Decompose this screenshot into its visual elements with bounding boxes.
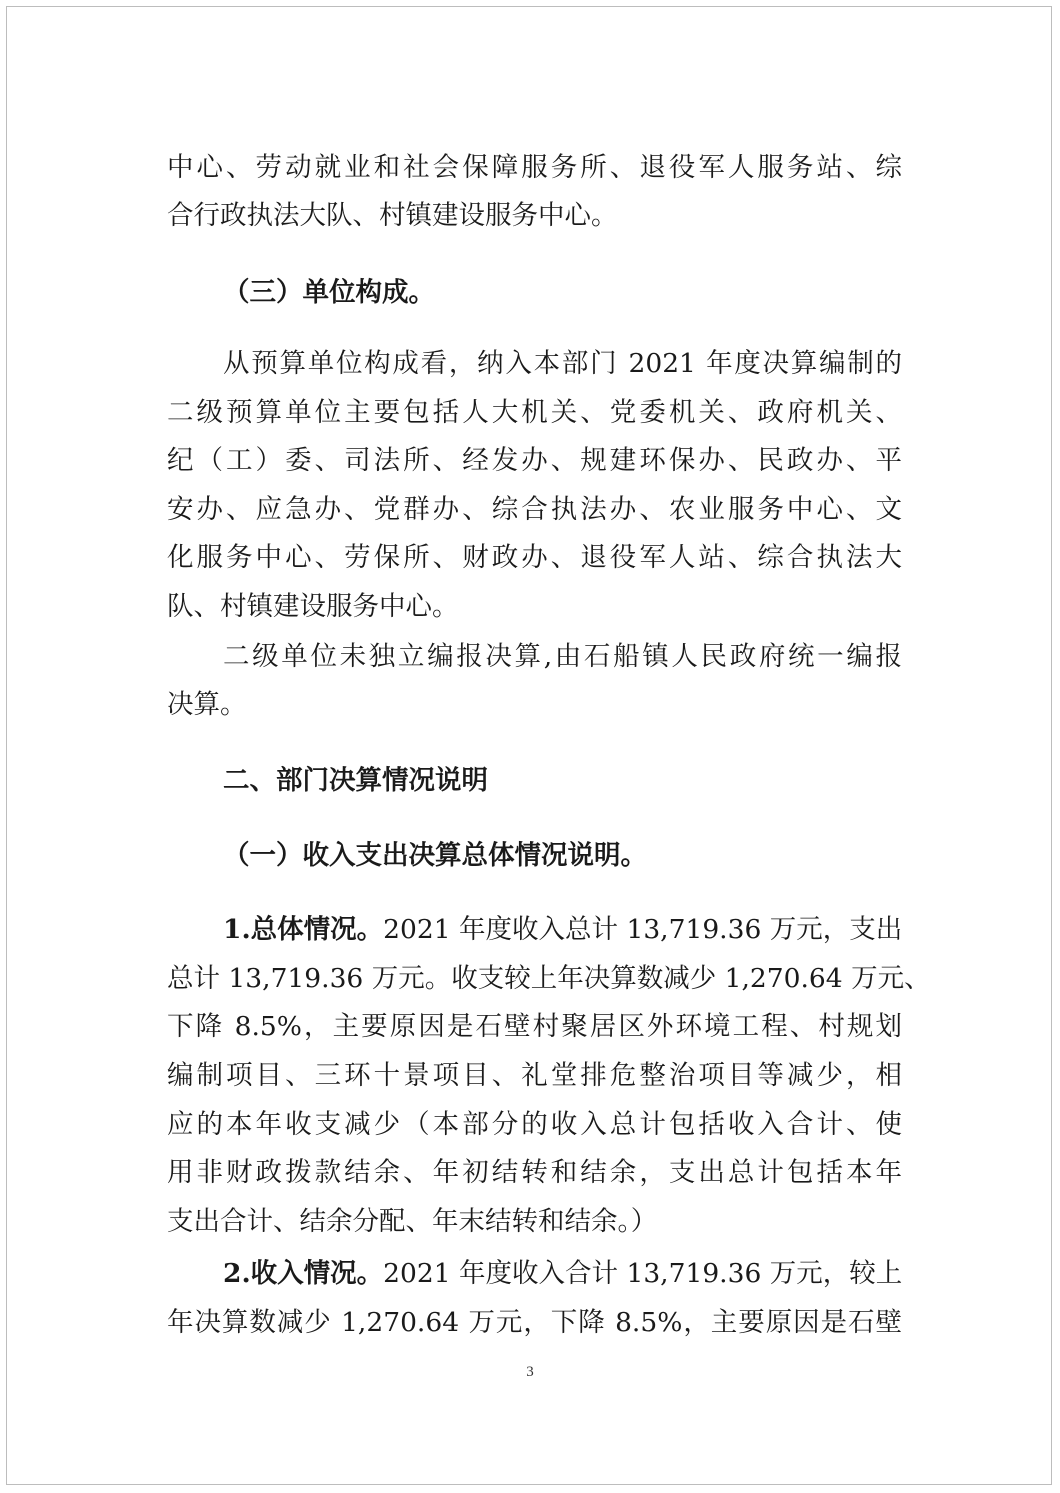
paragraph-line: 从预算单位构成看，纳入本部门 2021 年度决算编制的 xyxy=(223,348,902,379)
paragraph-lead-overall: 1.总体情况。 xyxy=(223,914,384,945)
document-page xyxy=(6,6,1052,1485)
paragraph-line: 应的本年收支减少（本部分的收入总计包括收入合计、使 xyxy=(167,1109,902,1140)
paragraph-line: 二级单位未独立编报决算,由石船镇人民政府统一编报 xyxy=(223,641,902,672)
paragraph-line: 编制项目、三环十景项目、礼堂排危整治项目等减少，相 xyxy=(167,1060,902,1091)
paragraph-text: 2021 年度收入合计 13,719.36 万元，较上 xyxy=(383,1258,903,1289)
paragraph-line: 队、村镇建设服务中心。 xyxy=(167,591,459,622)
paragraph-line-income xyxy=(223,1257,902,1291)
paragraph-line: 化服务中心、劳保所、财政办、退役军人站、综合执法大 xyxy=(167,542,902,573)
page-number: 3 xyxy=(526,1364,534,1380)
paragraph-line: 纪（工）委、司法所、经发办、规建环保办、民政办、平 xyxy=(167,445,902,476)
paragraph-line: 二级预算单位主要包括人大机关、党委机关、政府机关、 xyxy=(167,397,902,428)
paragraph-line-overall xyxy=(223,913,902,947)
paragraph-text: 2021 年度收入总计 13,719.36 万元，支出 xyxy=(383,914,903,945)
paragraph-line: 安办、应急办、党群办、综合执法办、农业服务中心、文 xyxy=(167,494,902,525)
paragraph-line: 中心、劳动就业和社会保障服务所、退役军人服务站、综 xyxy=(167,152,902,183)
section-heading-department-accounts: 二、部门决算情况说明 xyxy=(223,765,488,796)
paragraph-line: 决算。 xyxy=(167,689,247,720)
section-heading-unit-composition: （三）单位构成。 xyxy=(223,277,435,308)
section-heading-income-expense-overview: （一）收入支出决算总体情况说明。 xyxy=(223,840,647,871)
paragraph-line: 下降 8.5%，主要原因是石壁村聚居区外环境工程、村规划 xyxy=(167,1011,902,1042)
paragraph-line: 总计 13,719.36 万元。收支较上年决算数减少 1,270.64 万元、 xyxy=(167,963,931,994)
paragraph-line: 用非财政拨款结余、年初结转和结余，支出总计包括本年 xyxy=(167,1157,902,1188)
paragraph-line: 合行政执法大队、村镇建设服务中心。 xyxy=(167,200,618,231)
paragraph-line: 年决算数减少 1,270.64 万元，下降 8.5%，主要原因是石壁 xyxy=(167,1307,902,1338)
paragraph-line: 支出合计、结余分配、年末结转和结余。） xyxy=(167,1206,658,1237)
paragraph-lead-income: 2.收入情况。 xyxy=(223,1258,384,1289)
